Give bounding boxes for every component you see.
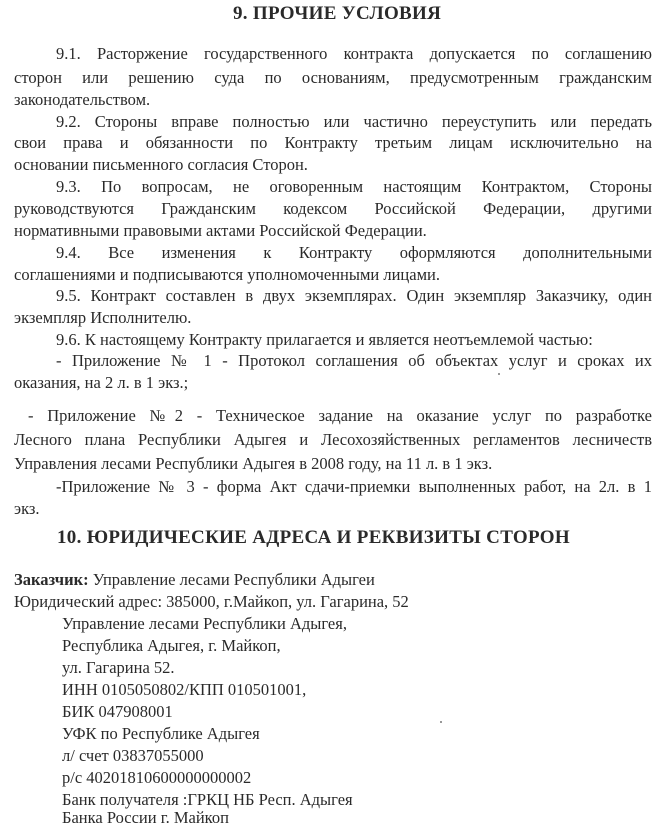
paragraph-9-2-line-1: 9.2. Стороны вправе полностью или частично переуступить или передать <box>56 112 652 131</box>
details-line-9: Банк получателя :ГРКЦ НБ Респ. Адыгея <box>62 790 353 809</box>
paragraph-9-3-line-2: руководствуются Гражданским кодексом Российской Федерации, другими <box>14 199 652 218</box>
details-line-3: ул. Гагарина 52. <box>62 658 175 677</box>
customer-label: Заказчик: <box>14 570 89 589</box>
annex-1-line-1: - Приложение № 1 - Протокол соглашения об объектах услуг и сроках их <box>56 351 652 370</box>
annex-1-line-2: оказания, на 2 л. в 1 экз.; <box>14 373 189 392</box>
customer-line <box>14 570 375 590</box>
annex-3-line-2: экз. <box>14 499 40 518</box>
details-line-8: р/с 40201810600000000002 <box>62 768 252 787</box>
paragraph-9-5-line-1: 9.5. Контракт составлен в двух экземплярах. Один экземпляр Заказчику, один <box>56 286 652 305</box>
section-9-title: 9. ПРОЧИЕ УСЛОВИЯ <box>233 3 442 24</box>
paragraph-9-5-line-2: экземпляр Исполнителю. <box>14 308 192 327</box>
annex-3-line-1: -Приложение № 3 - форма Акт сдачи-приемки выполненных работ, на 2л. в 1 <box>56 477 652 496</box>
paragraph-9-3-line-1: 9.3. По вопросам, не оговоренным настоящим Контрактом, Стороны <box>56 177 652 196</box>
annex-2-line-3: Управления лесами Республики Адыгея в 2008 году, на 11 л. в 1 экз. <box>14 454 493 473</box>
section-10-title: 10. ЮРИДИЧЕСКИЕ АДРЕСА И РЕКВИЗИТЫ СТОРОН <box>57 527 570 548</box>
paragraph-9-4-line-1: 9.4. Все изменения к Контракту оформляются дополнительными <box>56 243 652 262</box>
customer-name: Управление лесами Республики Адыгеи <box>88 570 375 589</box>
details-line-7: л/ счет 03837055000 <box>62 746 204 765</box>
details-line-1: Управление лесами Республики Адыгея, <box>62 614 347 633</box>
paragraph-9-1-line-1: 9.1. Расторжение государственного контракта допускается по соглашению <box>56 44 652 63</box>
scan-speck <box>498 373 500 375</box>
paragraph-9-4-line-2: соглашениями и подписываются уполномоченными лицами. <box>14 265 440 284</box>
paragraph-9-2-line-3: основании письменного согласия Сторон. <box>14 155 308 174</box>
annex-2-line-1: - Приложение №2 - Техническое задание на оказание услуг по разработке <box>28 406 652 425</box>
annex-2-line-2: Лесного плана Республики Адыгея и Лесохозяйственных регламентов лесничеств <box>14 430 652 449</box>
scan-speck <box>440 721 442 723</box>
paragraph-9-1-line-3: законодательством. <box>14 90 151 109</box>
details-line-6: УФК по Республике Адыгея <box>62 724 260 743</box>
paragraph-9-3-line-3: нормативными правовыми актами Российской Федерации. <box>14 221 427 240</box>
legal-address: Юридический адрес: 385000, г.Майкоп, ул. Гагарина, 52 <box>14 592 409 611</box>
details-line-10: Банка России г. Майкоп <box>62 808 229 827</box>
paragraph-9-6-line-1: 9.6. К настоящему Контракту прилагается и является неотъемлемой частью: <box>56 330 593 349</box>
details-line-5: БИК 047908001 <box>62 702 173 721</box>
paragraph-9-1-line-2: сторон или решению суда по основаниям, предусмотренным гражданским <box>14 68 652 87</box>
details-line-2: Республика Адыгея, г. Майкоп, <box>62 636 281 655</box>
details-line-4: ИНН 0105050802/КПП 010501001, <box>62 680 307 699</box>
paragraph-9-2-line-2: свои права и обязанности по Контракту третьим лицам исключительно на <box>14 133 652 152</box>
